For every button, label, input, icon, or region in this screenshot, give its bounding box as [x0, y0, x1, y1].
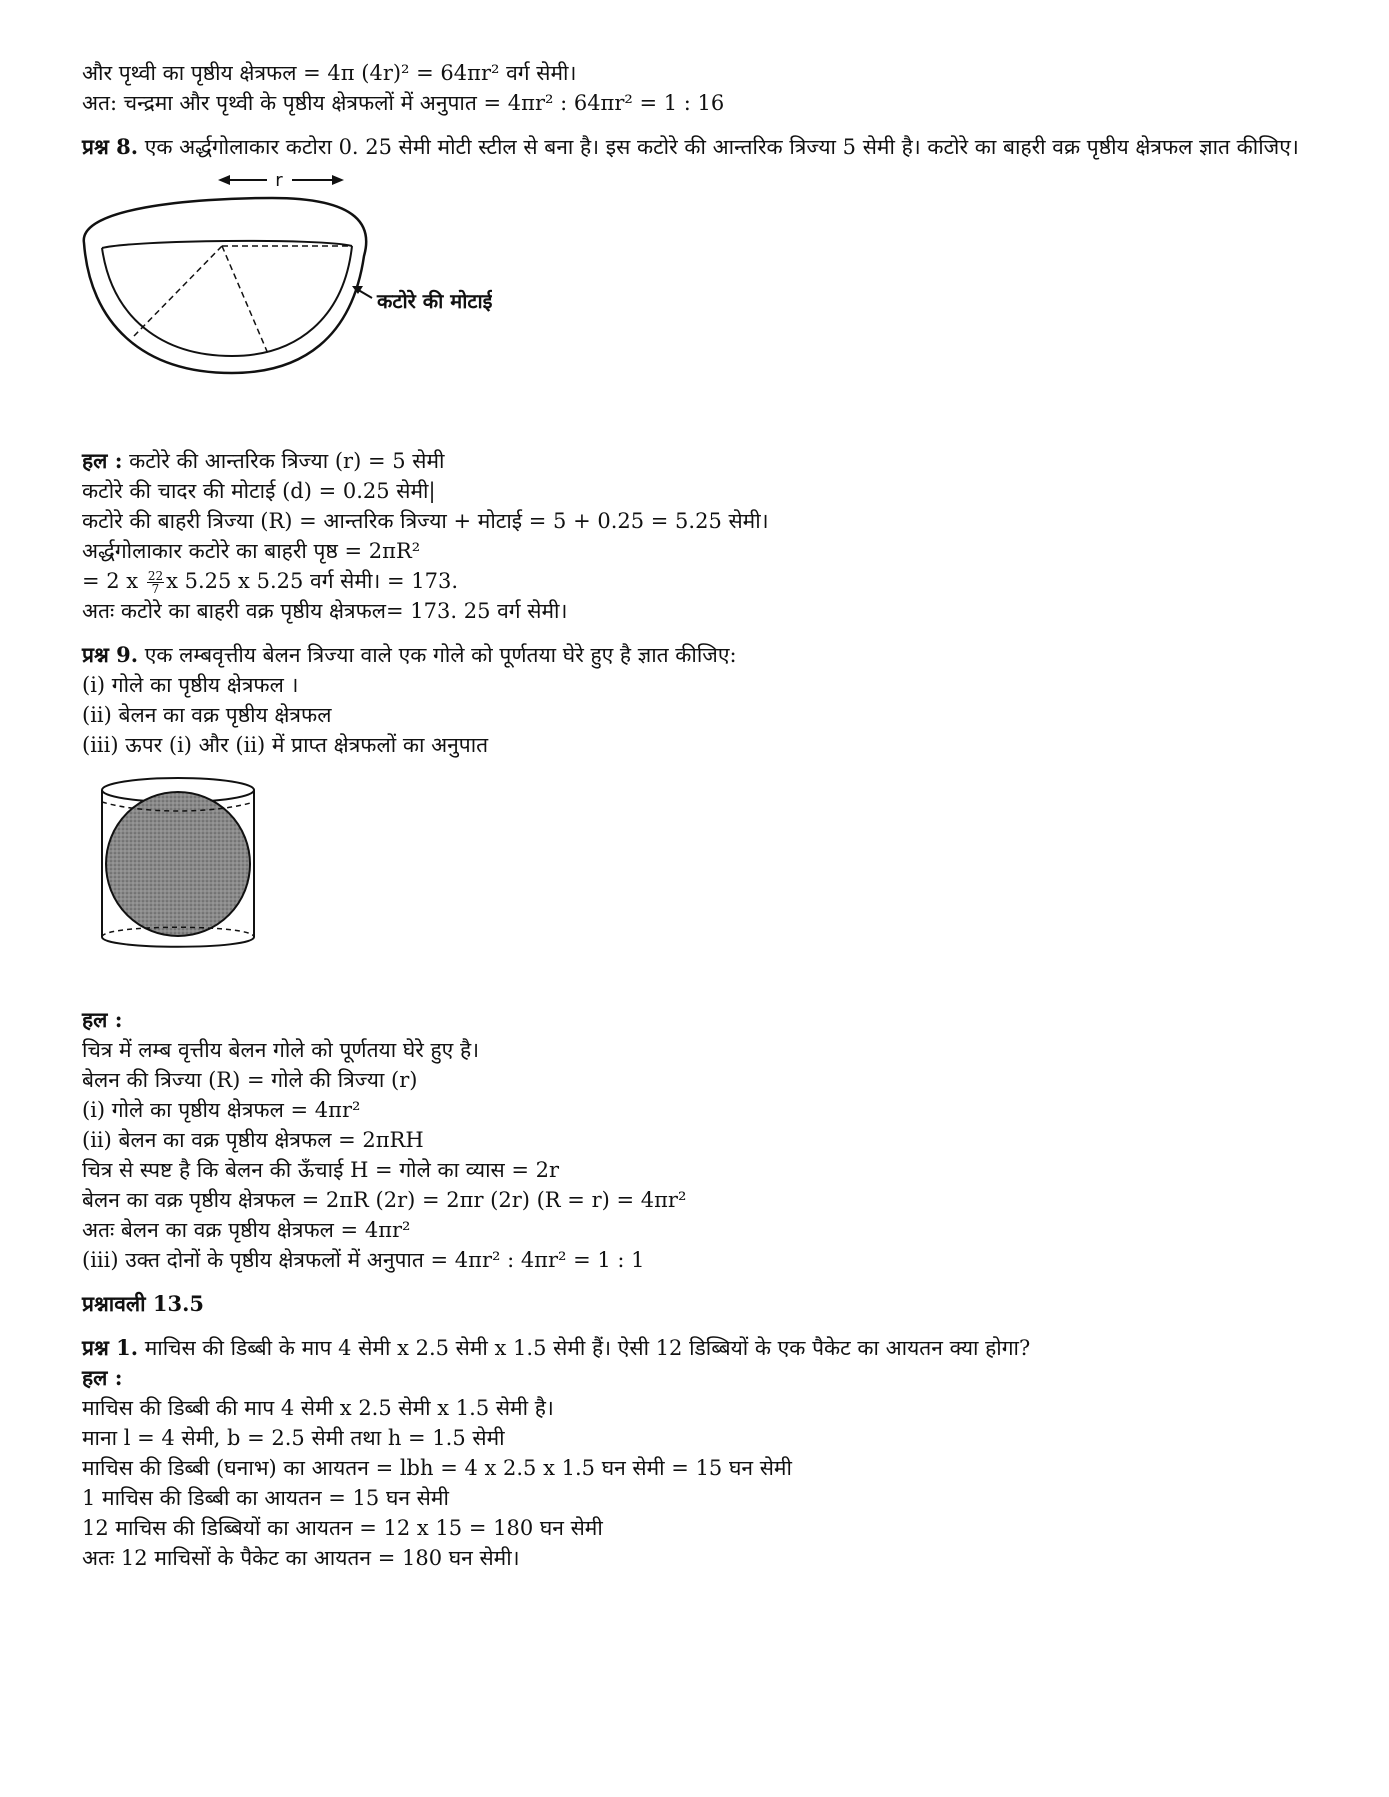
question-part: (i) गोले का पृष्ठीय क्षेत्रफल ।: [82, 673, 299, 697]
solution-line: माचिस की डिब्बी (घनाभ) का आयतन = lbh = 4 x 2.5 x 1.5 घन सेमी = 15 घन सेमी: [82, 1456, 792, 1480]
question-8: [82, 132, 1322, 162]
fraction-denominator: 7: [151, 582, 160, 596]
solution-line: बेलन का वक्र पृष्ठीय क्षेत्रफल = 2πR (2r) = 2πr (2r) (R = r) = 4πr²: [82, 1188, 687, 1212]
thickness-label: कटोरे की मोटाई: [377, 289, 492, 313]
question-label: प्रश्न 9.: [82, 642, 139, 667]
solution-line: (i) गोले का पृष्ठीय क्षेत्रफल = 4πr²: [82, 1098, 361, 1122]
question-1: [82, 1333, 1322, 1363]
intro-line: अत: चन्द्रमा और पृथ्वी के पृष्ठीय क्षेत्रफलों में अनुपात = 4πr² : 64πr² = 1 : 16: [82, 91, 725, 115]
bowl-inner: [102, 246, 352, 356]
question-text: एक लम्बवृत्तीय बेलन त्रिज्या वाले एक गोले को पूर्णतया घेरे हुए है ज्ञात कीजिए:: [138, 643, 737, 667]
sphere: [106, 792, 250, 936]
solution-line: अतः बेलन का वक्र पृष्ठीय क्षेत्रफल = 4πr²: [82, 1218, 411, 1242]
question-text: एक अर्द्धगोलाकार कटोरा 0. 25 सेमी मोटी स्टील से बना है। इस कटोरे की आन्तरिक त्रिज्या 5 सेमी है। कटोरे का बाहरी वक्र पृष्ठीय क्षेत्रफल ज्ञात कीजिए।: [138, 135, 1299, 159]
radius-arrow-head-left: [218, 175, 230, 185]
intro-line: और पृथ्वी का पृष्ठीय क्षेत्रफल = 4π (4r)² = 64πr² वर्ग सेमी।: [82, 61, 577, 85]
solution-label: हल :: [82, 448, 123, 473]
solution-line: अतः 12 माचिसों के पैकेट का आयतन = 180 घन सेमी।: [82, 1546, 520, 1570]
solution-line: माना l = 4 सेमी, b = 2.5 सेमी तथा h = 1.5 सेमी: [82, 1426, 505, 1450]
solution-line: 1 माचिस की डिब्बी का आयतन = 15 घन सेमी: [82, 1486, 449, 1510]
solution-line: कटोरे की आन्तरिक त्रिज्या (r) = 5 सेमी: [122, 449, 445, 473]
question-label: प्रश्न 8.: [82, 134, 139, 159]
solution-line: (ii) बेलन का वक्र पृष्ठीय क्षेत्रफल = 2πRH: [82, 1128, 424, 1152]
solution-line: (iii) उक्त दोनों के पृष्ठीय क्षेत्रफलों में अनुपात = 4πr² : 4πr² = 1 : 1: [82, 1248, 645, 1272]
solution-8-first: [82, 446, 1322, 476]
fraction-22-7: [147, 570, 164, 595]
solution-line: कटोरे की चादर की मोटाई (d) = 0.25 सेमी|: [82, 479, 436, 503]
solution-line: अर्द्धगोलाकार कटोरे का बाहरी पृष्ठ = 2πR²: [82, 539, 421, 563]
solution-answer: अतः कटोरे का बाहरी वक्र पृष्ठीय क्षेत्रफल= 173. 25 वर्ग सेमी।: [82, 599, 568, 623]
fraction-numerator: 22: [147, 569, 164, 583]
solution-line: चित्र में लम्ब वृत्तीय बेलन गोले को पूर्णतया घेरे हुए है।: [82, 1038, 480, 1062]
radius-line-2: [222, 246, 269, 356]
document-page: [82, 58, 1322, 1573]
exercise-heading: प्रश्नावली 13.5: [82, 1291, 205, 1316]
bowl-figure: [72, 168, 492, 398]
solution-line: 12 माचिस की डिब्बियों का आयतन = 12 x 15 = 180 घन सेमी: [82, 1516, 603, 1540]
question-part: (iii) ऊपर (i) और (ii) में प्राप्त क्षेत्रफलों का अनुपात: [82, 733, 489, 757]
solution-line: बेलन की त्रिज्या (R) = गोले की त्रिज्या (r): [82, 1068, 418, 1092]
solution-calc-line: [82, 566, 1322, 596]
solution-label: हल :: [82, 1365, 123, 1390]
calc-suffix: x 5.25 x 5.25 वर्ग सेमी। = 173.: [166, 569, 459, 593]
solution-line: चित्र से स्पष्ट है कि बेलन की ऊँचाई H = गोले का व्यास = 2r: [82, 1158, 560, 1182]
question-text: माचिस की डिब्बी के माप 4 सेमी x 2.5 सेमी x 1.5 सेमी हैं। ऐसी 12 डिब्बियों के एक पैकेट का आयतन क्या होगा?: [138, 1336, 1031, 1360]
solution-label: हल :: [82, 1007, 123, 1032]
question-part: (ii) बेलन का वक्र पृष्ठीय क्षेत्रफल: [82, 703, 332, 727]
solution-line: कटोरे की बाहरी त्रिज्या (R) = आन्तरिक त्रिज्या + मोटाई = 5 + 0.25 = 5.25 सेमी।: [82, 509, 769, 533]
question-9: [82, 640, 1322, 670]
calc-prefix: = 2 x: [82, 569, 145, 593]
bowl-inner-rim: [102, 241, 352, 248]
radius-line-1: [134, 246, 222, 336]
solution-line: माचिस की डिब्बी की माप 4 सेमी x 2.5 सेमी x 1.5 सेमी है।: [82, 1396, 554, 1420]
cylinder-bottom-front: [102, 937, 254, 947]
radius-arrow-head-right: [332, 175, 344, 185]
question-label: प्रश्न 1.: [82, 1335, 139, 1360]
radius-label: r: [275, 170, 283, 191]
cylinder-sphere-figure: [82, 772, 262, 957]
bowl-outer: [84, 198, 366, 373]
